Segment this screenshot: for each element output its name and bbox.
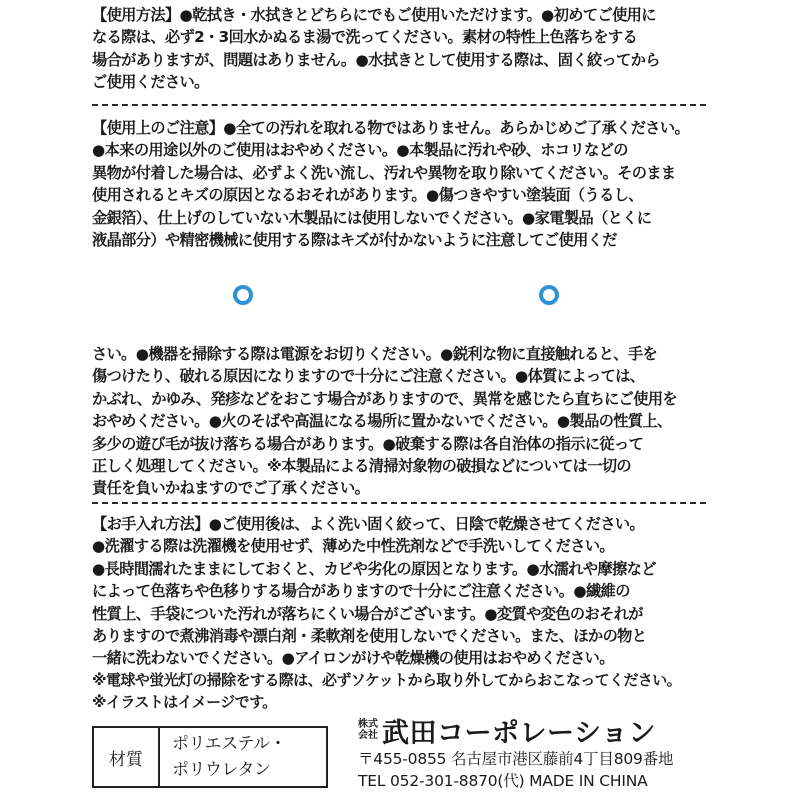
material-table (92, 726, 328, 788)
cautions-line: 正しく処理してください。※本製品による清掃対象物の破損などについては一切の (92, 456, 632, 475)
notes (92, 669, 681, 713)
circle-marker-icon (539, 285, 559, 305)
cautions-section-part1 (92, 117, 712, 251)
company-tel: TEL 052-301-8870(代) MADE IN CHINA (358, 772, 648, 790)
material-value-line: ポリエステル・ (172, 734, 286, 754)
circle-marker-icon (233, 285, 253, 305)
care-line: 【お手入れ方法】●ご使用後は、よく洗い固く絞って、日陰で乾燥させてください。 (92, 515, 645, 533)
cautions-line: おやめください。●火のそばや高温になる場所に置かないでください。●製品の性質上、 (92, 412, 672, 431)
care-line: によって色落ちや色移りする場合がありますので十分にご注意ください。●繊維の (92, 582, 630, 601)
cautions-line: 傷つけたり、破れる原因になりますので十分にご注意ください。●体質によっては、 (92, 367, 645, 386)
company-prefix-bottom: 会社 (358, 730, 378, 741)
company-info (358, 712, 718, 792)
company-prefix-top: 株式 (358, 719, 378, 730)
note-line: ※イラストはイメージです。 (92, 693, 277, 711)
company-address: 〒455-0855 名古屋市港区藤前4丁目809番地 (358, 750, 674, 768)
cautions-line: 異物が付着した場合は、必ずよく洗い流し、汚れや異物を取り除いてください。そのまま (92, 163, 676, 182)
care-section (92, 513, 712, 670)
usage-line: ご使用ください。 (92, 73, 209, 92)
usage-section (92, 4, 712, 94)
care-line: 一緒に洗わないでください。●アイロンがけや乾燥機の使用はおやめください。 (92, 649, 614, 668)
cautions-line: 使用されるとキズの原因となるおそれがあります。●傷つきやすい塗装面（うるし、 (92, 186, 643, 205)
care-line: ありますので煮沸消毒や漂白剤・柔軟剤を使用しないでください。また、ほかの物と (92, 626, 647, 645)
cautions-line: ●本来の用途以外のご使用はおやめください。●本製品に汚れや砂、ホコリなどの (92, 141, 628, 160)
cautions-line: 多少の遊び毛が抜け落ちる場合があります。●破棄する際は各自治体の指示に従って (92, 434, 644, 453)
company-name-row (358, 712, 718, 748)
cautions-line: さい。●機器を掃除する際は電源をお切りください。●鋭利な物に直接触れると、手を (92, 345, 658, 363)
care-line: ●長時間濡れたままにしておくと、カビや劣化の原因となります。●水濡れや摩擦など (92, 559, 656, 578)
usage-line: 【使用方法】●乾拭き・水拭きとどちらにでもご使用いただけます。●初めてご使用に (92, 6, 656, 24)
cautions-line: かぶれ、かゆみ、発疹などをおこす場合がありますので、異常を感じたら直ちにご使用を (92, 389, 678, 408)
dashed-divider (92, 502, 706, 504)
material-label: 材質 (94, 728, 160, 786)
cautions-line: 金銀箔）、仕上げのしていない木製品には使用しないでください。●家電製品（とくに (92, 208, 652, 227)
company-type-prefix (358, 719, 378, 741)
cautions-line: 【使用上のご注意】●全ての汚れを取れる物ではありません。あらかじめご了承ください。 (92, 119, 690, 137)
usage-line: なる際は、必ず2・3回水かぬるま湯で洗ってください。素材の特性上色落ちをする (92, 28, 638, 47)
care-line: ●洗濯する際は洗濯機を使用せず、薄めた中性洗剤などで手洗いしてください。 (92, 537, 614, 556)
usage-line: 場合がありますが、問題はありません。●水拭きとして使用する際は、固く絞ってから (92, 50, 660, 69)
cautions-line: 液晶部分）や精密機械に使用する際はキズが付かないように注意してご使用くだ (92, 230, 617, 249)
care-line: 性質上、手袋についた汚れが落ちにくい場合がございます。●変質や変色のおそれが (92, 604, 643, 623)
cautions-line: 責任を負いかねますのでご了承ください。 (92, 479, 370, 498)
material-value-line: ポリウレタン (172, 760, 271, 780)
company-name: 武田コーポレーション (382, 717, 656, 749)
cautions-section-part2 (92, 343, 712, 500)
note-line: ※電球や蛍光灯の掃除をする際は、必ずソケットから取り外してからおこなってください。 (92, 671, 682, 689)
dashed-divider (92, 104, 706, 106)
material-value (160, 728, 326, 786)
